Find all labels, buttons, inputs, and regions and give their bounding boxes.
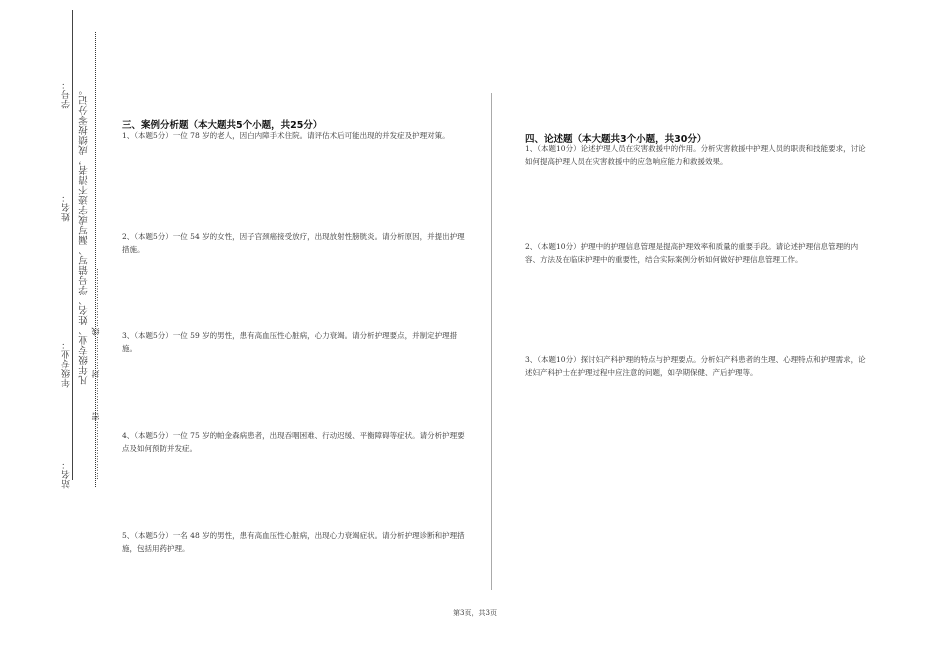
school-label: 站名： — [62, 460, 72, 489]
question-left-5: 5、（本题5分）一名 48 岁的男性，患有高血压性心脏病，出现心力衰竭症状。请分析护理诊断和护理措施，包括用药护理。 — [122, 531, 465, 553]
seal-line-text: …………………密…………封…………线………………… — [91, 267, 100, 480]
section-title-essay: 四、论述题（本大题共3个小题，共30分） — [525, 134, 707, 145]
question-left-1: 1、（本题5分）一位 78 岁的老人，因白内障手术住院。请评估术后可能出现的并发症及护理对策。 — [122, 131, 450, 140]
column-divider — [491, 93, 492, 590]
question-right-3: 3、（本题10分）探讨妇产科护理的特点与护理要点。分析妇产科患者的生理、心理特点和护理需求，论述妇产科护士在护理过程中应注意的问题，如孕期保健、产后护理等。 — [525, 355, 866, 377]
student-id-label: 学号： — [62, 80, 72, 109]
name-label: 姓名： — [62, 193, 72, 222]
section-title-case-analysis: 三、案例分析题（本大题共5个小题，共25分） — [122, 120, 323, 131]
question-left-2: 2、（本题5分）一位 54 岁的女性，因子宫颈癌接受放疗，出现放射性膀胱炎。请分析原因，并提出护理措施。 — [122, 232, 465, 254]
page-number: 第3页，共3页 — [453, 609, 497, 617]
question-right-2: 2、（本题10分）护理中的护理信息管理是提高护理效率和质量的重要手段。请论述护理信息管理的内容、方法及在临床护理中的重要性，结合实际案例分析如何做好护理信息管理工作。 — [525, 242, 859, 264]
question-left-3: 3、（本题5分）一位 59 岁的男性，患有高血压性心脏病，心力衰竭。请分析护理要点，并制定护理措施。 — [122, 331, 458, 353]
binding-instruction: 凡年级专业、姓名、学号错写、漏写或字迹不清者，成绩按零分记。 — [79, 85, 90, 385]
grade-major-label: 年级专业： — [62, 340, 72, 388]
question-left-4: 4、（本题5分）一位 75 岁的帕金森病患者，出现吞咽困难、行动迟缓、平衡障碍等症状。请分析护理要点及如何预防并发症。 — [122, 431, 465, 453]
question-right-1: 1、（本题10分）论述护理人员在灾害救援中的作用。分析灾害救援中护理人员的职责和技能要求，讨论如何提高护理人员在灾害救援中的应急响应能力和救援效果。 — [525, 144, 866, 166]
